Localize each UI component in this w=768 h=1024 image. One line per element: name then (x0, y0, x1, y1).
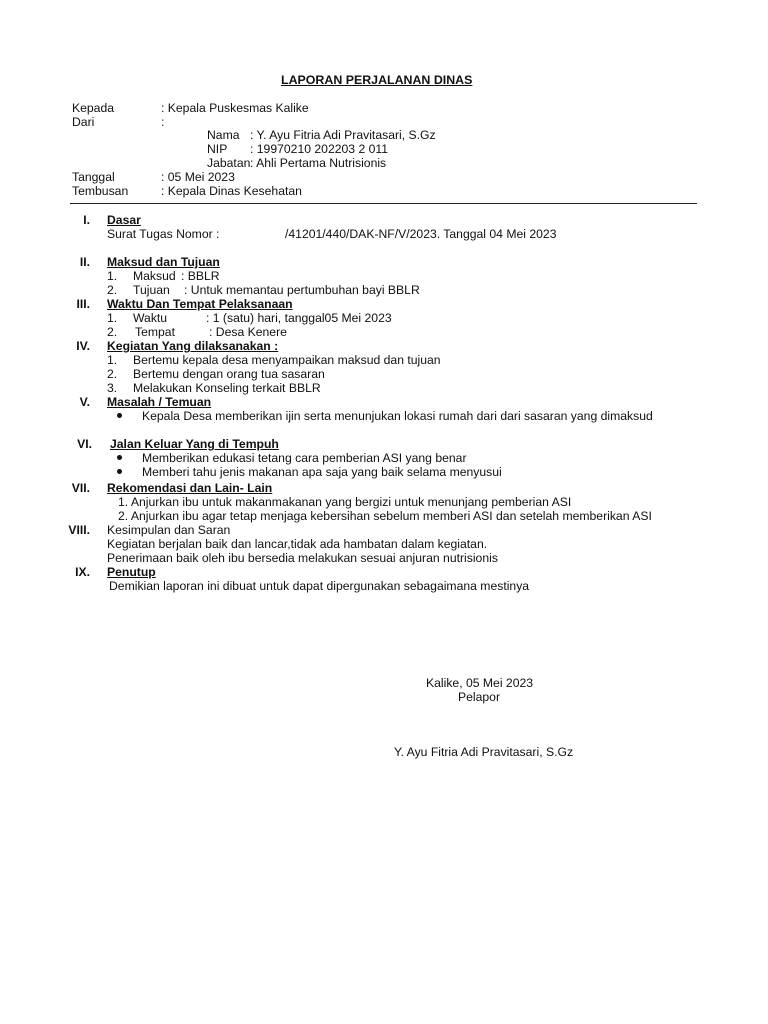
bullet-item: Memberi tahu jenis makanan apa saja yang baik selama menyusui (142, 465, 502, 479)
dari-label: Dari (72, 115, 95, 129)
section-heading: Dasar (107, 213, 141, 227)
tembusan-value: : Kepala Dinas Kesehatan (161, 184, 302, 198)
signature-place-date: Kalike, 05 Mei 2023 (426, 676, 534, 690)
list-item: Melakukan Konseling terkait BBLR (133, 381, 321, 395)
item-label: Waktu (133, 311, 168, 325)
tembusan-label: Tembusan (72, 184, 129, 198)
section-heading: Kegiatan Yang dilaksanakan : (107, 339, 279, 353)
section-number: IV. (76, 339, 90, 353)
list-number: 1. (107, 353, 118, 367)
bullet-icon (117, 413, 122, 418)
list-item: Bertemu dengan orang tua sasaran (133, 367, 325, 381)
section-heading: Penutup (107, 565, 156, 579)
kepada-label: Kepada (72, 101, 115, 115)
section-number: IX. (75, 565, 90, 579)
list-number: 3. (107, 381, 118, 395)
section-heading: Waktu Dan Tempat Pelaksanaan (107, 297, 293, 311)
list-item: 1. Anjurkan ibu untuk makanmakanan yang bergizi untuk menunjang pemberian ASI (118, 495, 572, 509)
section-heading: Rekomendasi dan Lain- Lain (107, 481, 273, 495)
section-number: III. (76, 297, 90, 311)
jabatan-value: : Ahli Pertama Nutrisionis (250, 156, 387, 170)
list-number: 1. (107, 311, 118, 325)
item-value: : BBLR (181, 269, 220, 283)
section-heading: Jalan Keluar Yang di Tempuh (110, 437, 279, 451)
list-number: 1. (107, 269, 118, 283)
paragraph-line: Penerimaan baik oleh ibu bersedia melakukan sesuai anjuran nutrisionis (107, 551, 498, 565)
dari-colon: : (161, 115, 165, 129)
surat-tugas-label: Surat Tugas Nomor : (107, 227, 220, 241)
nama-label: Nama (207, 128, 240, 142)
header-divider (70, 203, 697, 204)
item-label: Tempat (135, 325, 175, 339)
section-heading: Masalah / Temuan (107, 395, 212, 409)
bullet-icon (117, 469, 122, 474)
section-number: II. (79, 255, 90, 269)
kepada-value: : Kepala Puskesmas Kalike (161, 101, 309, 115)
bullet-icon (117, 455, 122, 460)
section-number: V. (79, 395, 90, 409)
section-heading: Maksud dan Tujuan (107, 255, 220, 269)
bullet-item: Memberikan edukasi tetang cara pemberian ASI yang benar (142, 451, 467, 465)
closing-paragraph: Demikian laporan ini dibuat untuk dapat dipergunakan sebagaimana mestinya (109, 579, 530, 593)
item-value: : Desa Kenere (209, 325, 287, 339)
list-number: 2. (107, 325, 118, 339)
tanggal-value: : 05 Mei 2023 (161, 170, 235, 184)
list-number: 2. (107, 367, 118, 381)
signature-name: Y. Ayu Fitria Adi Pravitasari, S.Gz (394, 745, 574, 759)
section-number: VII. (71, 481, 90, 495)
paragraph-line: Kegiatan berjalan baik dan lancar,tidak ada hambatan dalam kegiatan. (107, 537, 488, 551)
nip-label: NIP (207, 142, 228, 156)
signature-role: Pelapor (458, 690, 501, 704)
section-number: I. (83, 213, 90, 227)
bullet-item: Kepala Desa memberikan ijin serta menunjukan lokasi rumah dari dari sasaran yang dimaksud (142, 409, 653, 423)
section-number: VIII. (68, 523, 90, 537)
section-number: VI. (77, 437, 92, 451)
section-heading: Kesimpulan dan Saran (107, 523, 231, 537)
tanggal-label: Tanggal (72, 170, 115, 184)
list-item: Bertemu kepala desa menyampaikan maksud dan tujuan (133, 353, 441, 367)
nama-value: : Y. Ayu Fitria Adi Pravitasari, S.Gz (250, 128, 436, 142)
jabatan-label: Jabatan (207, 156, 251, 170)
surat-tugas-value: /41201/440/DAK-NF/V/2023. Tanggal 04 Mei 2023 (285, 227, 557, 241)
item-value: : 1 (satu) hari, tanggal05 Mei 2023 (206, 311, 392, 325)
item-label: Maksud (133, 269, 176, 283)
document-title: LAPORAN PERJALANAN DINAS (281, 73, 473, 87)
nip-value: : 19970210 202203 2 011 (250, 142, 389, 156)
item-label: Tujuan (133, 283, 170, 297)
item-value: : Untuk memantau pertumbuhan bayi BBLR (184, 283, 420, 297)
list-item: 2. Anjurkan ibu agar tetap menjaga kebersihan sebelum memberi ASI dan setelah memberikan ASI (118, 509, 652, 523)
list-number: 2. (107, 283, 118, 297)
